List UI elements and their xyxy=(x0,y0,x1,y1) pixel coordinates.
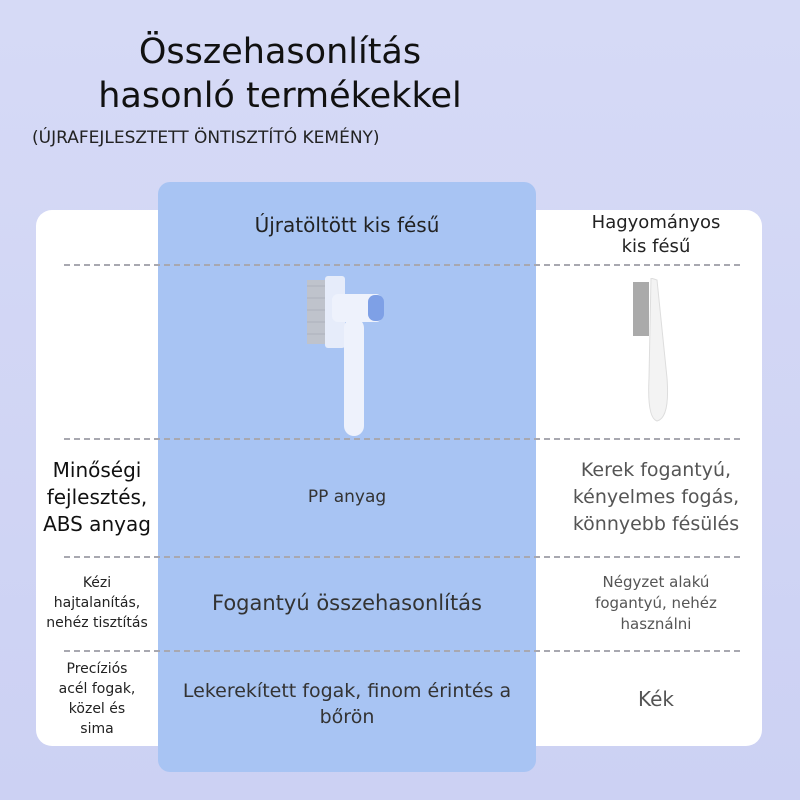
subtitle: (ÚJRAFEJLESZTETT ÖNTISZTÍTÓ KEMÉNY) xyxy=(32,128,380,148)
row-1-left: Minőségi fejlesztés, ABS anyag xyxy=(43,457,151,536)
traditional-comb-image xyxy=(625,278,675,428)
self-cleaning-comb-image xyxy=(300,268,390,440)
row-2-mid: Fogantyú összehasonlítás xyxy=(212,591,482,615)
title-line-1: Összehasonlítás xyxy=(138,32,422,72)
divider xyxy=(64,264,740,266)
column-header-old: Hagyományos kis fésű xyxy=(591,212,721,257)
column-header-new: Újratöltött kis fésű xyxy=(254,213,440,237)
row-2-left: Kézi hajtalanítás, nehéz tisztítás xyxy=(46,575,148,631)
row-1-right: Kerek fogantyú, kényelmes fogás, könnyebb fésülés xyxy=(572,458,740,535)
row-2-right: Négyzet alakú fogantyú, nehéz használni xyxy=(595,572,717,633)
page-title xyxy=(60,30,500,118)
row-3-left: Precíziós acél fogak, közel és sima xyxy=(58,661,136,737)
row-3-right: Kék xyxy=(637,687,674,711)
row-1-mid: PP anyag xyxy=(307,487,387,507)
row-3-mid: Lekerekített fogak, finom érintés a bőrön xyxy=(182,680,512,728)
title-line-2: hasonló termékekkel xyxy=(98,76,462,116)
